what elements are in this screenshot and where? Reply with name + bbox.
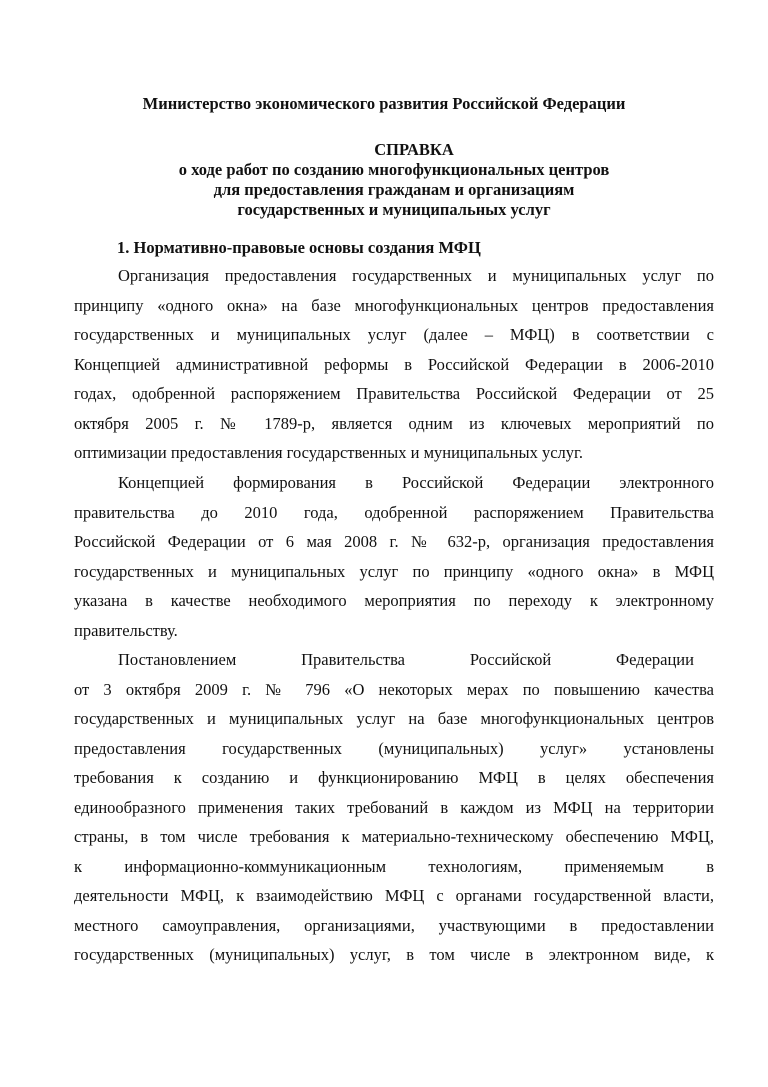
text-line: государственных (муниципальных) услуг, в том числе в электронном виде, к (74, 945, 714, 964)
text-line: государственных и муниципальных услуг (далее – МФЦ) в соответствии с (74, 325, 714, 344)
text-line: Концепцией административной реформы в Российской Федерации в 2006-2010 (74, 354, 714, 374)
document-title (0, 140, 768, 220)
paragraph-3 (74, 645, 714, 970)
text-line: Организация предоставления государственных и муниципальных услуг по (118, 266, 714, 285)
text-line: единообразного применения таких требований в каждом из МФЦ на территории (74, 797, 714, 817)
title-line: для предоставления гражданам и организациям (213, 180, 575, 199)
text-line: Концепцией формирования в Российской Федерации электронного (118, 473, 714, 492)
text-line: деятельности МФЦ, к взаимодействию МФЦ с органами государственной власти, (74, 886, 714, 905)
text-line: правительства до 2010 года, одобренной распоряжением Правительства (74, 502, 714, 522)
text-line: требования к созданию и функционированию МФЦ в целях обеспечения (74, 768, 714, 787)
ministry-header: Министерство экономического развития Российской Федерации (142, 94, 626, 113)
word: Постановлением (118, 650, 237, 669)
title-line: о ходе работ по созданию многофункциональных центров (178, 160, 610, 179)
word: Правительства (301, 650, 405, 669)
text-line: правительству. (74, 620, 178, 640)
section-heading: 1. Нормативно-правовые основы создания МФЦ (117, 238, 481, 257)
text-line: к информационно-коммуникационным технологиям, применяемым в (74, 856, 714, 876)
title-line: СПРАВКА (374, 140, 454, 159)
text-line: оптимизации предоставления государственных и муниципальных услуг. (74, 443, 584, 462)
text-line: указана в качестве необходимого мероприятия по переходу к электронному (74, 591, 714, 610)
text-line: местного самоуправления, организациями, участвующими в предоставлении (74, 915, 714, 935)
text-line: октября 2005 г. № 1789-р, является одним из ключевых мероприятий по (74, 413, 714, 433)
word: Федерации (616, 650, 694, 669)
title-line: государственных и муниципальных услуг (237, 200, 551, 219)
paragraph-1 (74, 261, 714, 468)
text-line: страны, в том числе требования к материально-техническому обеспечению МФЦ, (74, 827, 714, 846)
text-line (74, 645, 714, 675)
text-line: государственных и муниципальных услуг по принципу «одного окна» в МФЦ (74, 561, 714, 581)
text-line: Российской Федерации от 6 мая 2008 г. № 632-р, организация предоставления (74, 532, 714, 551)
text-line: принципу «одного окна» на базе многофункциональных центров предоставления (74, 295, 714, 315)
word: Российской (469, 650, 552, 669)
text-line: от 3 октября 2009 г. № 796 «О некоторых мерах по повышению качества (74, 679, 714, 699)
paragraph-2 (74, 468, 714, 645)
text-line: предоставления государственных (муниципальных) услуг» установлены (74, 738, 714, 758)
text-line: годах, одобренной распоряжением Правительства Российской Федерации от 25 (74, 384, 714, 403)
text-line: государственных и муниципальных услуг на базе многофункциональных центров (74, 709, 714, 728)
